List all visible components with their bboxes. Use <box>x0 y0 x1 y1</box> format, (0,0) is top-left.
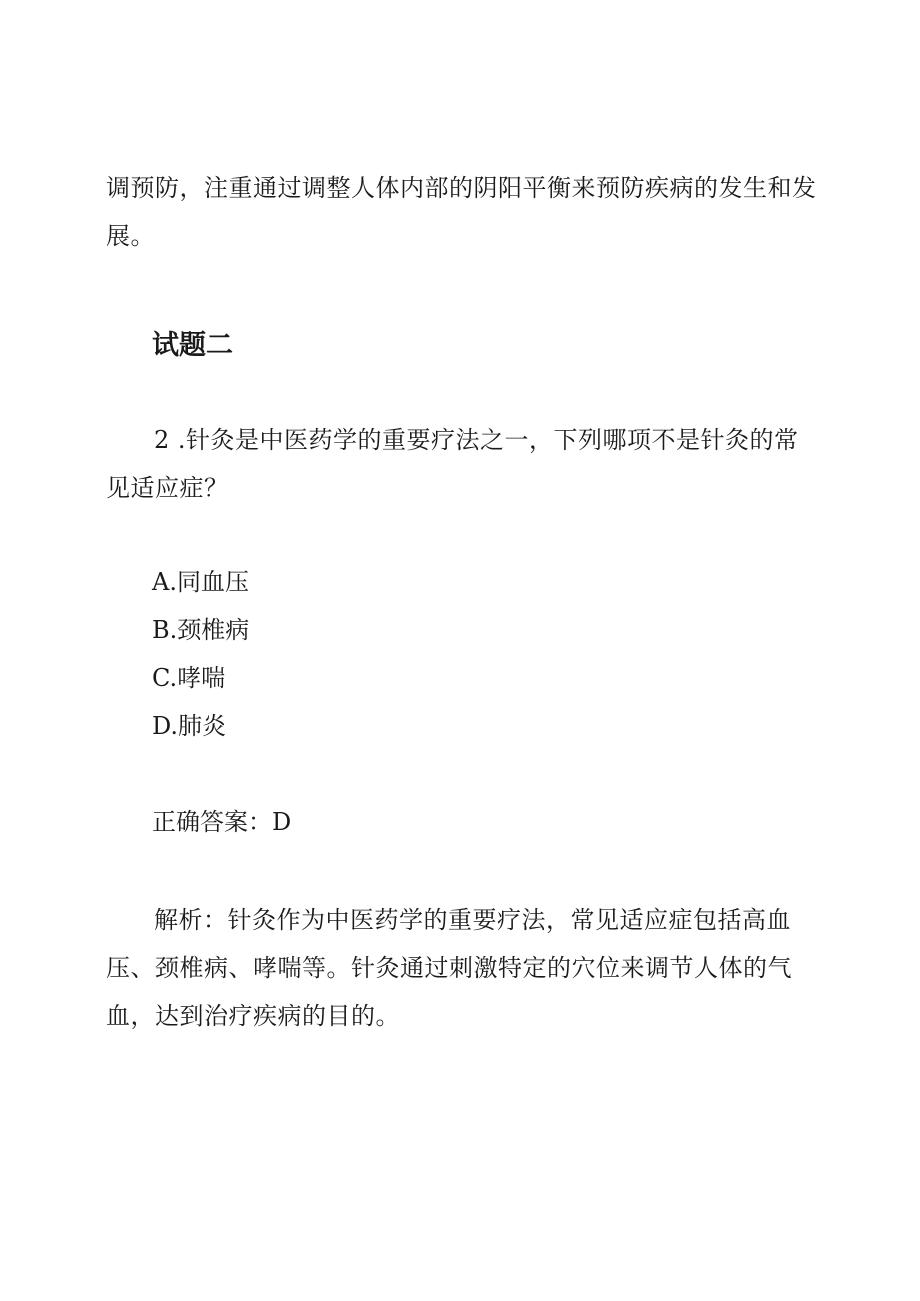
option-c: C.哮喘 <box>152 664 226 692</box>
question-text: 2 .针灸是中医药学的重要疗法之一，下列哪项不是针灸的常见适应症？ <box>106 426 799 502</box>
option-a: A.同血压 <box>152 568 249 596</box>
option-b: B.颈椎病 <box>152 616 250 644</box>
explanation-paragraph: 解析：针灸作为中医药学的重要疗法，常见适应症包括高血压、颈椎病、哮喘等。针灸通过刺激特定的穴位来调节人体的气血，达到治疗疾病的目的。 <box>106 906 792 1030</box>
continuation-paragraph: 调预防，注重通过调整人体内部的阴阳平衡来预防疾病的发生和发展。 <box>106 174 817 250</box>
section-title: 试题二 <box>152 330 233 361</box>
option-d: D.肺炎 <box>152 712 227 740</box>
correct-answer: 正确答案：D <box>152 808 292 836</box>
